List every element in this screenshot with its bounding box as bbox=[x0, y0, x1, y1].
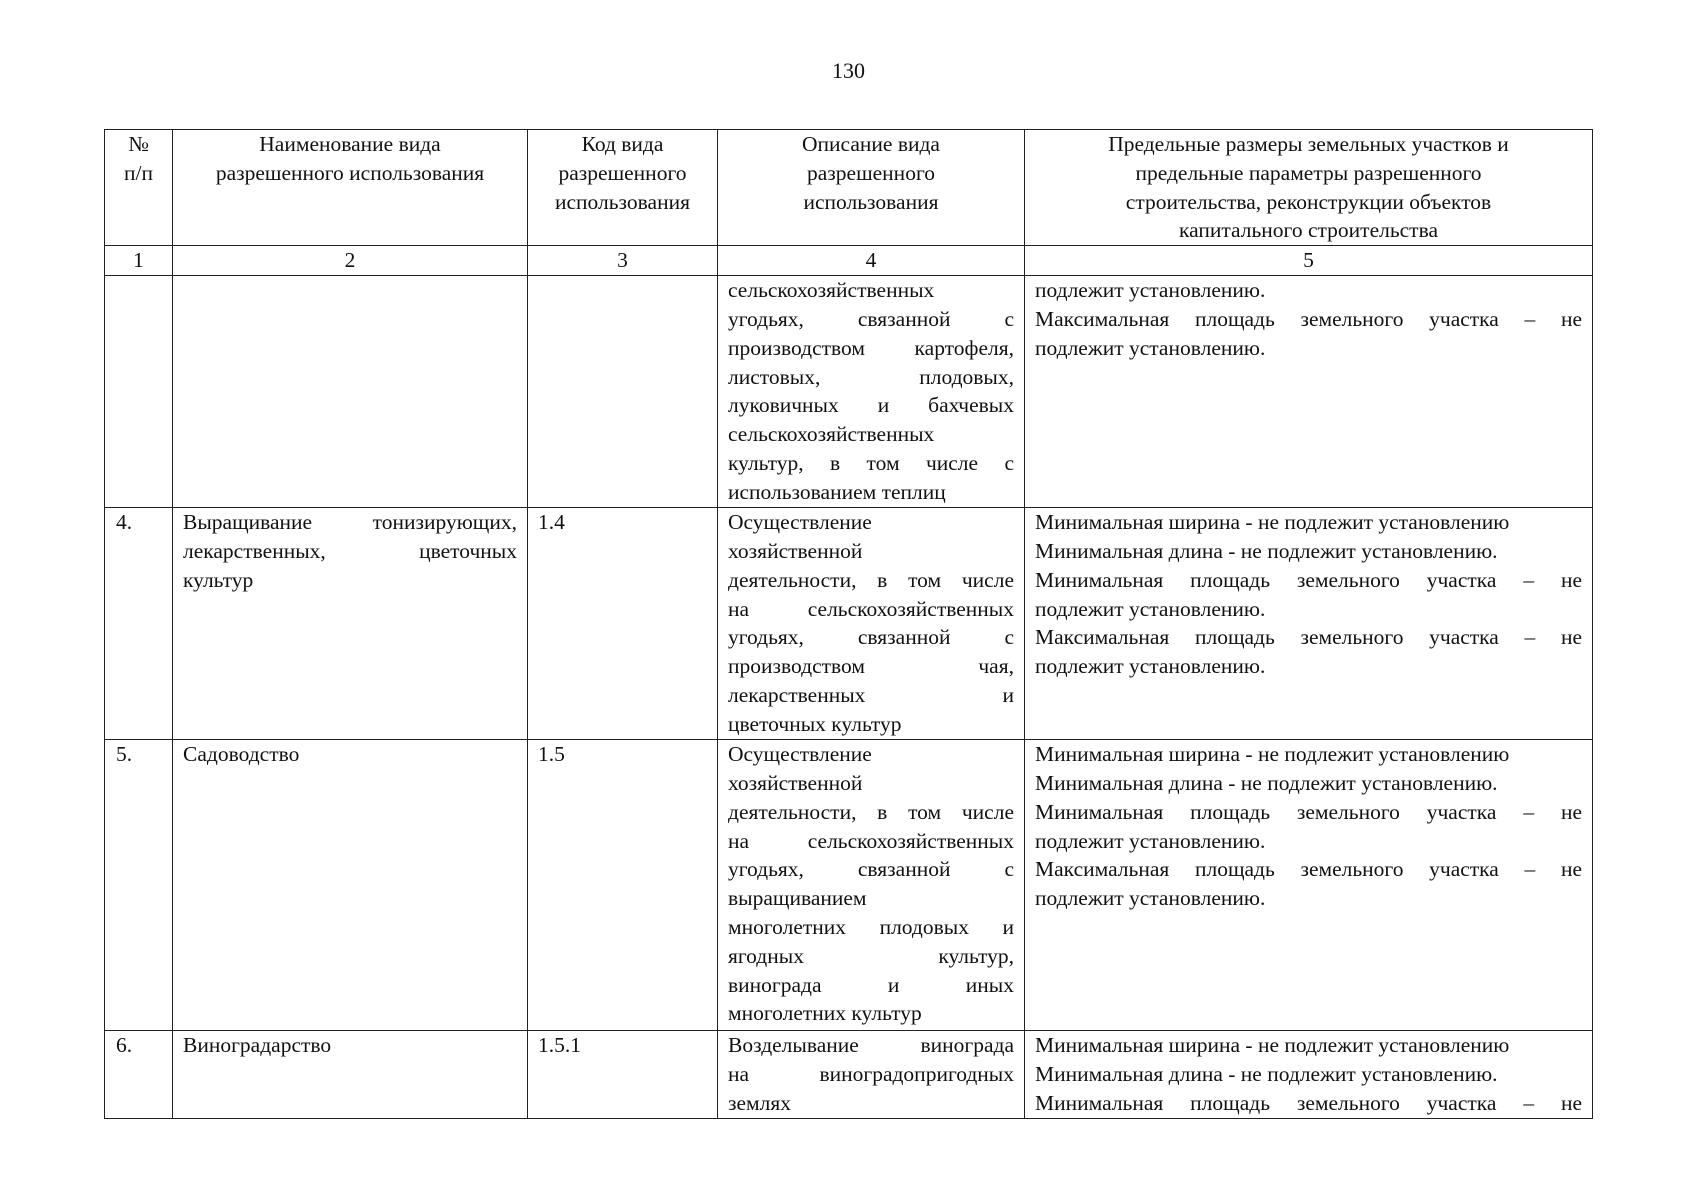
use-code-cell: 1.4 bbox=[528, 508, 718, 740]
cell-text-line: использованием теплиц bbox=[728, 479, 946, 504]
cell-text-line: сельскохозяйственных bbox=[728, 278, 935, 303]
row-number: 6. bbox=[105, 1031, 173, 1118]
header-number: № п/п bbox=[105, 130, 173, 246]
column-number: 2 bbox=[173, 246, 528, 276]
cell-text-line: подлежит установлению. bbox=[1035, 654, 1266, 679]
column-number: 4 bbox=[718, 246, 1025, 276]
cell-text-line: Максимальная площадь земельного участка – не bbox=[1035, 625, 1582, 650]
cell-text-line: цветочных культур bbox=[728, 711, 902, 736]
cell-text-line: производством чая, bbox=[728, 654, 1014, 679]
cell-text-line: многолетних культур bbox=[728, 1001, 922, 1026]
cell-text-line: угодьях, связанной с bbox=[728, 306, 1014, 331]
cell-text-line: землях bbox=[728, 1090, 792, 1115]
limits-cell bbox=[1025, 740, 1593, 1031]
use-name-cell bbox=[173, 740, 528, 1031]
cell-text-line: на сельскохозяйственных bbox=[728, 828, 1014, 853]
cell-text-line: Минимальная длина - не подлежит установлению. bbox=[1035, 770, 1498, 795]
cell-text-line: лекарственных и bbox=[728, 682, 1014, 707]
table-row bbox=[105, 740, 1593, 1031]
use-name-cell bbox=[173, 1031, 528, 1118]
row-number bbox=[105, 276, 173, 508]
row-number: 4. bbox=[105, 508, 173, 740]
header-use-name: Наименование вида разрешенного использования bbox=[173, 130, 528, 246]
land-use-table bbox=[104, 129, 1593, 1119]
cell-text-line: Минимальная ширина - не подлежит установлению bbox=[1035, 510, 1510, 535]
limits-cell bbox=[1025, 508, 1593, 740]
table-header-row bbox=[105, 130, 1593, 246]
table-row bbox=[105, 1031, 1593, 1118]
cell-text-line: ягодных культур, bbox=[728, 943, 1014, 968]
use-name-cell bbox=[173, 276, 528, 508]
cell-text-line: деятельности, в том числе bbox=[728, 799, 1014, 824]
cell-text-line: производством картофеля, bbox=[728, 335, 1014, 360]
cell-text-line: подлежит установлению. bbox=[1035, 596, 1266, 621]
cell-text-line: хозяйственной bbox=[728, 538, 863, 563]
cell-text-line: подлежит установлению. bbox=[1035, 335, 1266, 360]
cell-text-line: лекарственных, цветочных bbox=[183, 538, 517, 563]
cell-text-line: Минимальная площадь земельного участка – не bbox=[1035, 567, 1582, 592]
use-code-cell: 1.5.1 bbox=[528, 1031, 718, 1118]
column-number: 3 bbox=[528, 246, 718, 276]
header-use-code: Код вида разрешенного использования bbox=[528, 130, 718, 246]
use-code-cell: 1.5 bbox=[528, 740, 718, 1031]
row-number: 5. bbox=[105, 740, 173, 1031]
cell-text-line: Осуществление bbox=[728, 510, 872, 535]
use-description-cell bbox=[718, 508, 1025, 740]
table-row bbox=[105, 508, 1593, 740]
page-number: 130 bbox=[832, 58, 865, 83]
cell-text-line: культур, в том числе с bbox=[728, 450, 1014, 475]
cell-text-line: хозяйственной bbox=[728, 770, 863, 795]
cell-text-line: Минимальная длина - не подлежит установлению. bbox=[1035, 538, 1498, 563]
limits-cell bbox=[1025, 1031, 1593, 1118]
cell-text-line: угодьях, связанной с bbox=[728, 857, 1014, 882]
cell-text-line: Возделывание винограда bbox=[728, 1033, 1014, 1058]
header-limits: Предельные размеры земельных участков и предельные параметры разрешенного строительства, реконструкции объектов капитального строительства bbox=[1025, 130, 1593, 246]
cell-text-line: Максимальная площадь земельного участка – не bbox=[1035, 857, 1582, 882]
cell-text-line: на сельскохозяйственных bbox=[728, 596, 1014, 621]
cell-text-line: подлежит установлению. bbox=[1035, 886, 1266, 911]
column-number: 1 bbox=[105, 246, 173, 276]
column-number: 5 bbox=[1025, 246, 1593, 276]
use-description-cell bbox=[718, 1031, 1025, 1118]
cell-text-line: Минимальная ширина - не подлежит установлению bbox=[1035, 1033, 1510, 1058]
cell-text-line: многолетних плодовых и bbox=[728, 914, 1014, 939]
table-row bbox=[105, 276, 1593, 508]
use-description-cell bbox=[718, 740, 1025, 1031]
cell-text-line: Минимальная площадь земельного участка – не bbox=[1035, 1090, 1582, 1115]
cell-text-line: Минимальная длина - не подлежит установлению. bbox=[1035, 1061, 1498, 1086]
cell-text-line: Минимальная ширина - не подлежит установлению bbox=[1035, 742, 1510, 767]
cell-text-line: подлежит установлению. bbox=[1035, 828, 1266, 853]
cell-text-line: Минимальная площадь земельного участка – не bbox=[1035, 799, 1582, 824]
cell-text-line: луковичных и бахчевых bbox=[728, 393, 1014, 418]
cell-text-line: деятельности, в том числе bbox=[728, 567, 1014, 592]
cell-text-line: Осуществление bbox=[728, 742, 872, 767]
cell-text-line: подлежит установлению. bbox=[1035, 278, 1266, 303]
use-code-cell bbox=[528, 276, 718, 508]
cell-text-line: угодьях, связанной с bbox=[728, 625, 1014, 650]
use-description-cell bbox=[718, 276, 1025, 508]
column-number-row bbox=[105, 246, 1593, 276]
cell-text-line: культур bbox=[183, 567, 254, 592]
cell-text-line: листовых, плодовых, bbox=[728, 364, 1014, 389]
cell-text-line: Максимальная площадь земельного участка – не bbox=[1035, 306, 1582, 331]
cell-text-line: Выращивание тонизирующих, bbox=[183, 510, 517, 535]
limits-cell bbox=[1025, 276, 1593, 508]
cell-text-line: на виноградопригодных bbox=[728, 1061, 1014, 1086]
use-name-cell bbox=[173, 508, 528, 740]
cell-text-line: Виноградарство bbox=[183, 1033, 332, 1058]
cell-text-line: Садоводство bbox=[183, 742, 300, 767]
cell-text-line: винограда и иных bbox=[728, 972, 1014, 997]
cell-text-line: сельскохозяйственных bbox=[728, 422, 935, 447]
header-use-description: Описание вида разрешенного использования bbox=[718, 130, 1025, 246]
cell-text-line: выращиванием bbox=[728, 886, 867, 911]
